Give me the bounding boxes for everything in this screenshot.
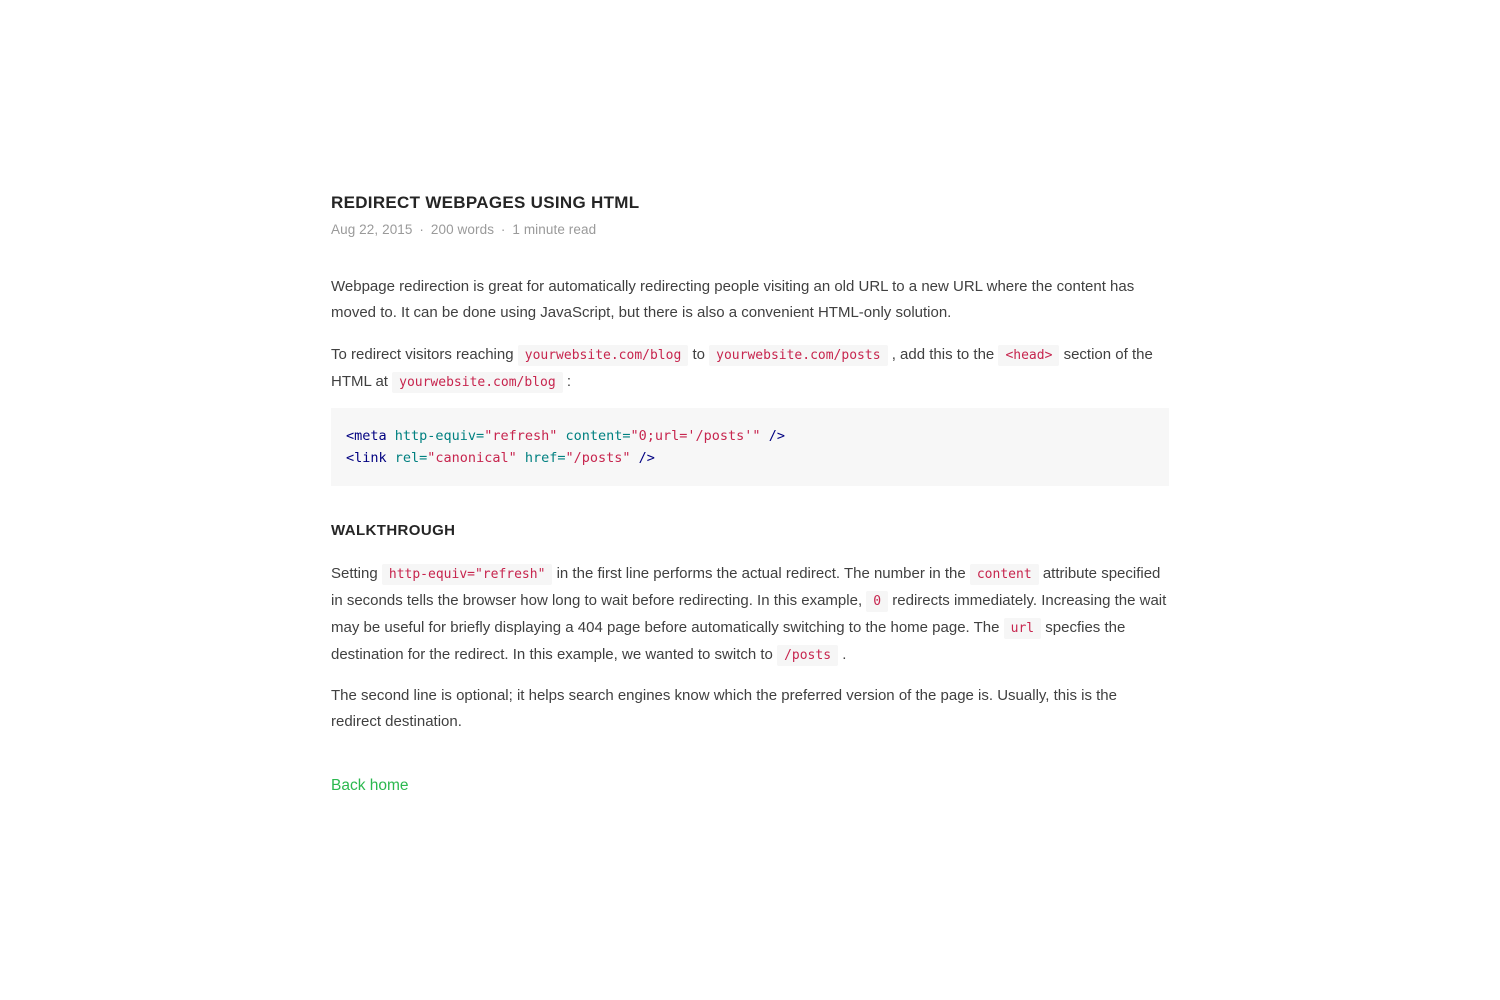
code-token-attr: http-equiv= bbox=[394, 428, 485, 444]
inline-code-head-tag: <head> bbox=[998, 345, 1059, 366]
code-token-space bbox=[761, 428, 769, 444]
text-segment: specfies the destination for the redirect. In this example, we wanted to switch to bbox=[331, 619, 1126, 663]
text-segment: section of the HTML at bbox=[331, 346, 1153, 390]
inline-code-blog-url: yourwebsite.com/blog bbox=[518, 345, 689, 366]
meta-separator-dot: · bbox=[500, 222, 506, 237]
inline-code-posts-url: yourwebsite.com/posts bbox=[709, 345, 887, 366]
text-segment: : bbox=[566, 373, 572, 390]
inline-code-posts-path: /posts bbox=[777, 645, 838, 666]
walkthrough-heading: WALKTHROUGH bbox=[331, 522, 456, 539]
canonical-note-paragraph: The second line is optional; it helps search engines know which the preferred version of the page is. Usually, this is the redirect destination. bbox=[331, 687, 1117, 730]
word-count: 200 words bbox=[430, 222, 495, 237]
code-token-string: "refresh" bbox=[484, 428, 558, 444]
code-token-string: "canonical" bbox=[427, 450, 517, 466]
text-segment: in the first line performs the actual redirect. The number in the bbox=[556, 565, 966, 582]
inline-code-zero: 0 bbox=[866, 591, 888, 612]
post-meta bbox=[331, 222, 1169, 237]
inline-code-content: content bbox=[970, 564, 1039, 585]
text-segment: . bbox=[842, 646, 847, 663]
code-token-attr: content= bbox=[565, 428, 631, 444]
blog-post-article bbox=[331, 0, 1169, 795]
inline-code-url: url bbox=[1004, 618, 1041, 639]
post-title: REDIRECT WEBPAGES USING HTML bbox=[331, 193, 640, 212]
post-date: Aug 22, 2015 bbox=[331, 222, 413, 237]
code-token-tag: <meta bbox=[346, 428, 395, 444]
back-home-link[interactable]: Back home bbox=[331, 777, 409, 794]
code-line-link-canonical bbox=[346, 447, 1154, 469]
code-token-tag: /> bbox=[768, 428, 785, 444]
intro-paragraph: Webpage redirection is great for automatically redirecting people visiting an old URL to a new URL where the content has moved to. It can be done using JavaScript, but there is also a convenient HTML-only solution. bbox=[331, 278, 1135, 321]
meta-separator-dot: · bbox=[419, 222, 424, 237]
code-token-string: "/posts" bbox=[565, 450, 631, 466]
text-segment: to bbox=[692, 346, 705, 363]
code-line-meta-refresh bbox=[346, 425, 1154, 447]
code-token-string: "0;url='/posts'" bbox=[630, 428, 761, 444]
code-block bbox=[331, 408, 1169, 486]
text-segment: attribute specified in seconds tells the browser how long to wait before redirecting. In this example, bbox=[331, 565, 1161, 609]
post-header bbox=[331, 193, 1169, 237]
text-segment: redirects immediately. Increasing the wait may be useful for briefly displaying a 404 page before automatically switching to the home page. The bbox=[331, 592, 1167, 636]
code-token-attr: href= bbox=[524, 450, 566, 466]
instructions-paragraph bbox=[331, 342, 1169, 396]
code-token-space bbox=[631, 450, 639, 466]
inline-code-blog-url: yourwebsite.com/blog bbox=[392, 372, 563, 393]
code-token-attr: rel= bbox=[394, 450, 428, 466]
text-segment: To redirect visitors reaching bbox=[331, 346, 514, 363]
read-time: 1 minute read bbox=[512, 222, 597, 237]
text-segment: Setting bbox=[331, 565, 378, 582]
inline-code-http-equiv: http-equiv="refresh" bbox=[382, 564, 553, 585]
code-token-space bbox=[517, 450, 525, 466]
text-segment: , add this to the bbox=[891, 346, 995, 363]
code-token-tag: <link bbox=[346, 450, 395, 466]
code-token-tag: /> bbox=[638, 450, 655, 466]
walkthrough-paragraph bbox=[331, 561, 1169, 669]
